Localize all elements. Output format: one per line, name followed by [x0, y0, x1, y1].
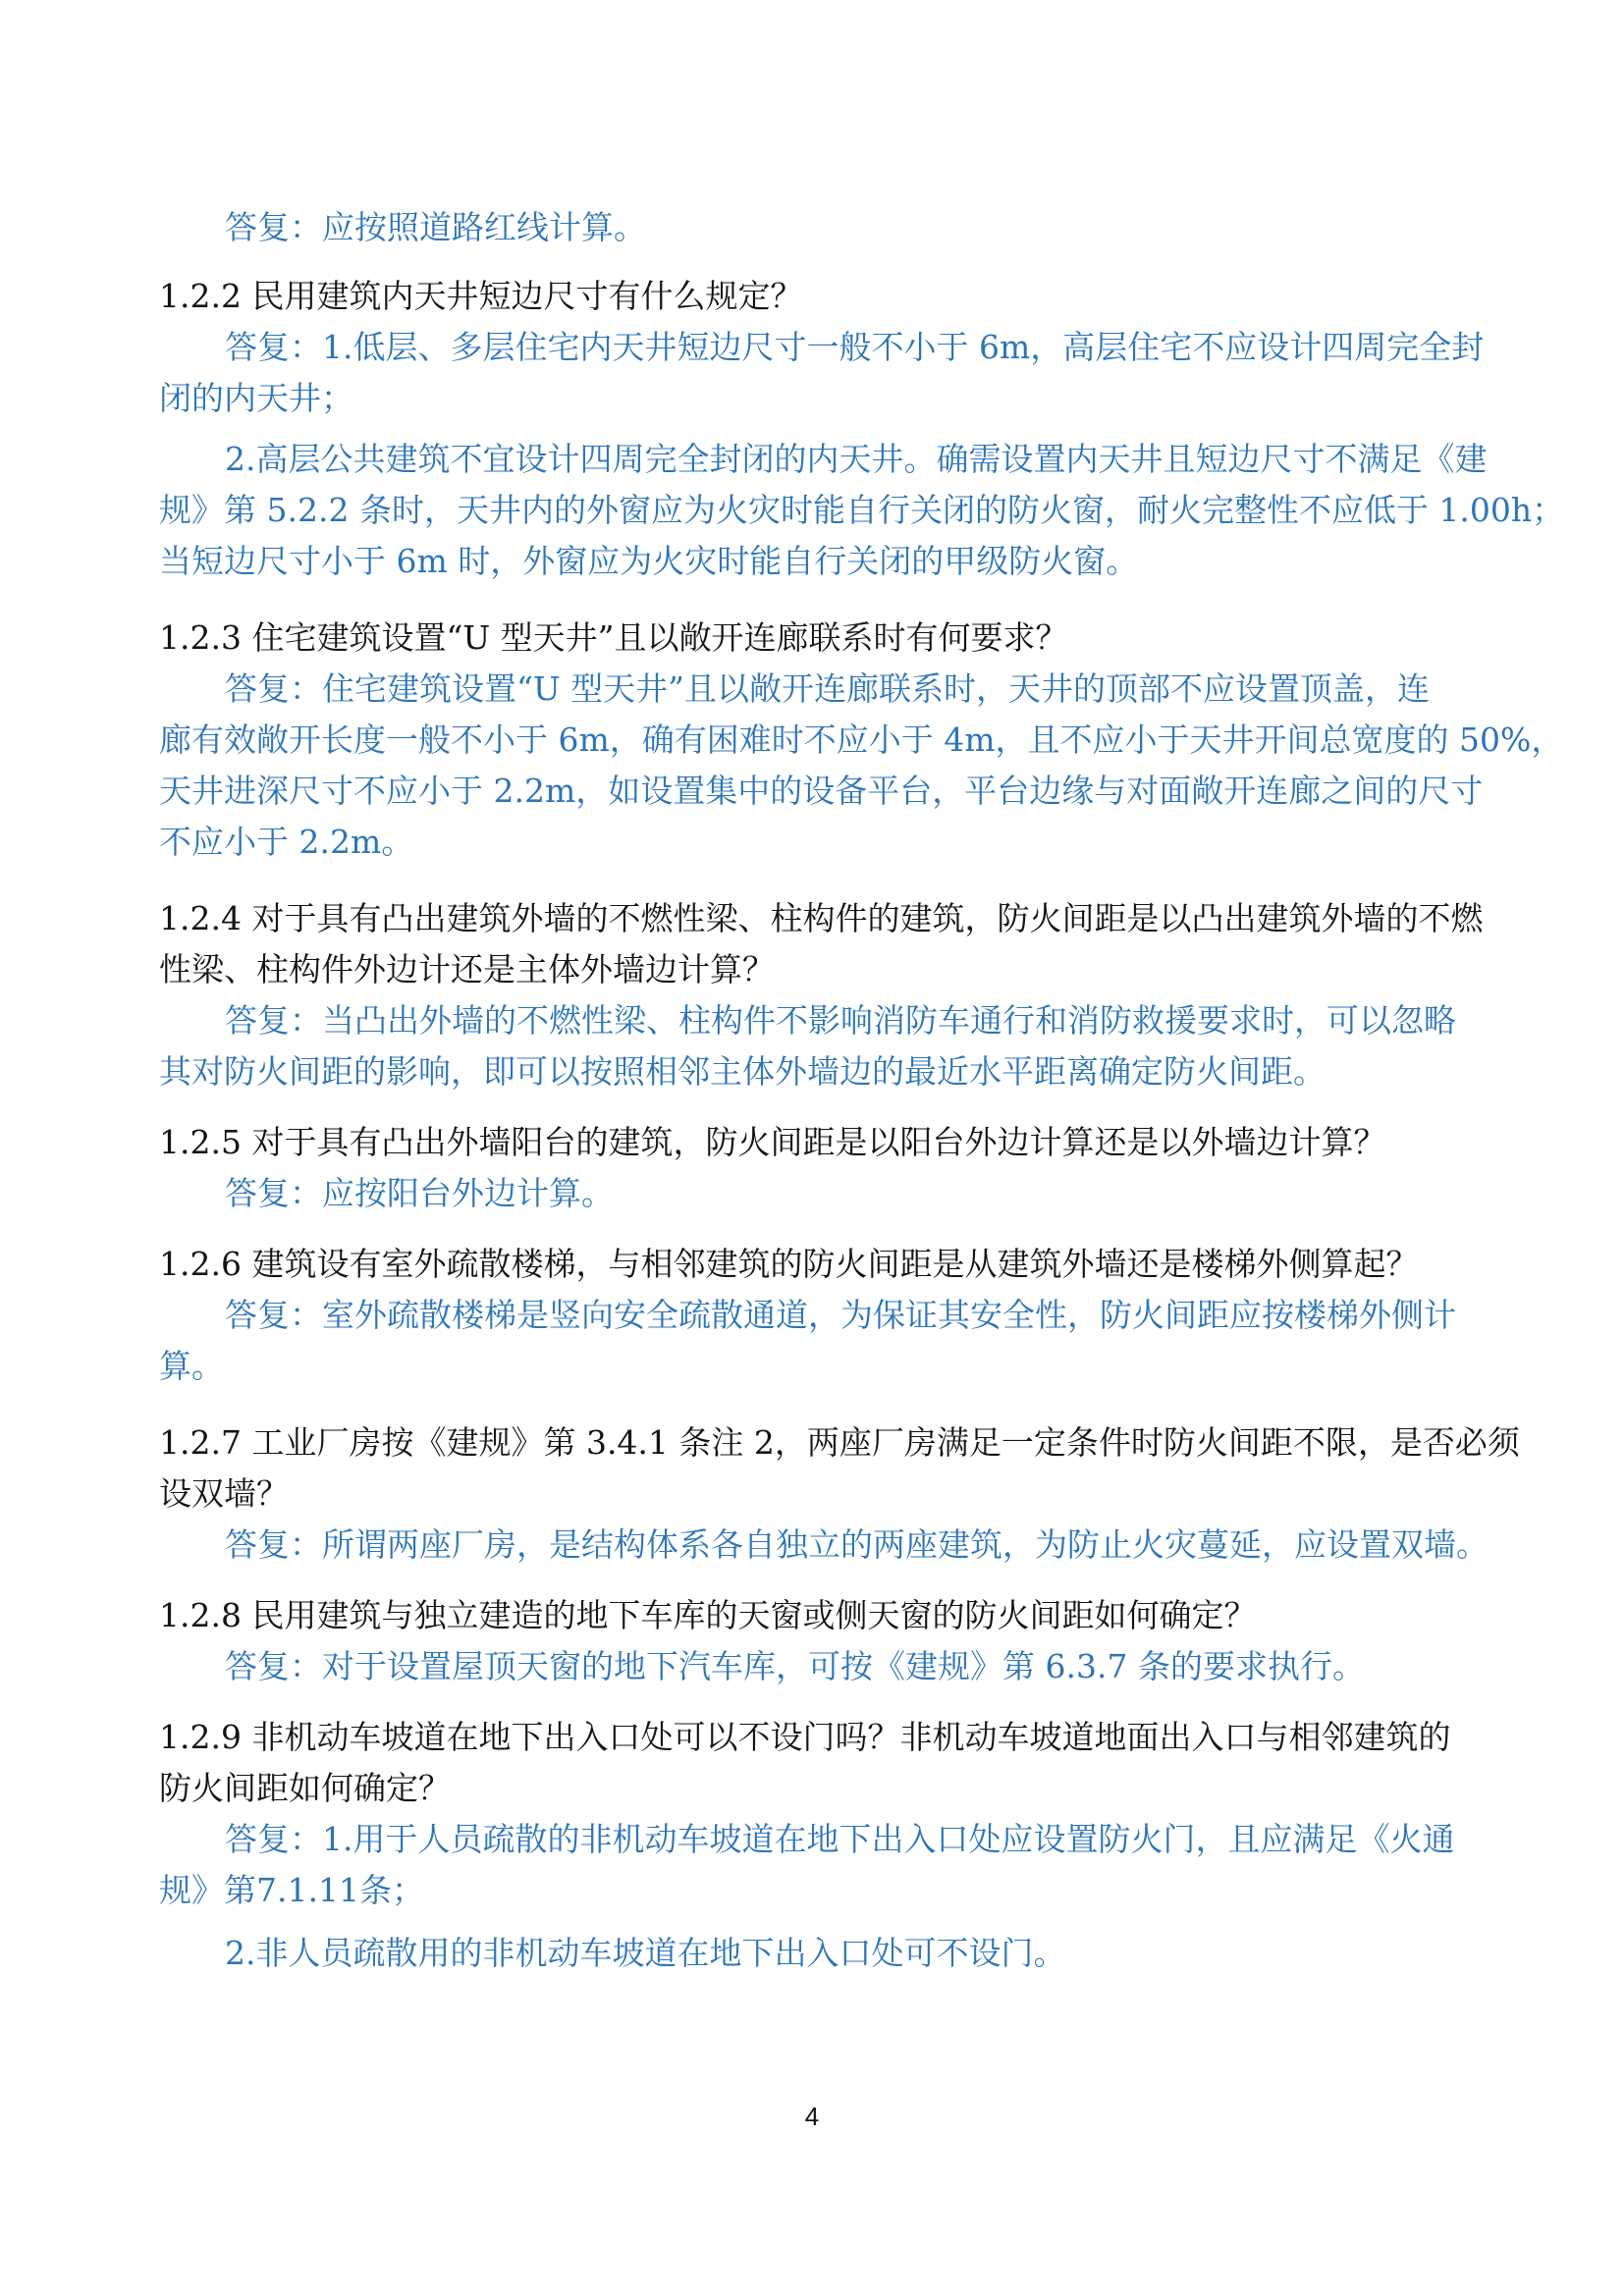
question-line: 设双墙？ — [159, 1474, 289, 1513]
answer-line: 答复：所谓两座厂房，是结构体系各自独立的两座建筑，为防止火灾蔓延，应设置双墙。 — [225, 1525, 1489, 1564]
question-block — [159, 1590, 1475, 1641]
question-line: 1.2.3 住宅建筑设置“U 型天井”且以敞开连廊联系时有何要求？ — [159, 618, 1068, 657]
question-block — [159, 1117, 1475, 1168]
answer-line: 答复：当凸出外墙的不燃性梁、柱构件不影响消防车通行和消防救援要求时，可以忽略 — [225, 1001, 1456, 1040]
question-line: 1.2.8 民用建筑与独立建造的地下车库的天窗或侧天窗的防火间距如何确定？ — [159, 1596, 1257, 1634]
question-line: 1.2.7 工业厂房按《建规》第 3.4.1 条注 2，两座厂房满足一定条件时防火间距不限，是否必须 — [159, 1423, 1520, 1462]
answer-line: 不应小于 2.2m。 — [159, 823, 414, 861]
question-line: 防火间距如何确定？ — [159, 1769, 451, 1807]
answer-line: 算。 — [159, 1347, 224, 1385]
answer-block — [159, 664, 1564, 868]
answer-line: 答复：1.用于人员疏散的非机动车坡道在地下出入口处应设置防火门，且应满足《火通 — [225, 1820, 1455, 1858]
answer-line: 规》第7.1.11条； — [159, 1871, 424, 1909]
answer-block — [159, 434, 1565, 587]
question-line: 1.2.5 对于具有凸出外墙阳台的建筑，防火间距是以阳台外边计算还是以外墙边计算？ — [159, 1123, 1386, 1161]
answer-block — [159, 1928, 1475, 1979]
answer-block — [159, 202, 1475, 253]
answer-line: 其对防火间距的影响，即可以按照相邻主体外墙边的最近水平距离确定防火间距。 — [159, 1052, 1326, 1091]
question-line: 1.2.6 建筑设有室外疏散楼梯，与相邻建筑的防火间距是从建筑外墙还是楼梯外侧算起？ — [159, 1245, 1419, 1283]
answer-line: 答复：室外疏散楼梯是竖向安全疏散通道，为保证其安全性，防火间距应按楼梯外侧计 — [225, 1296, 1456, 1334]
answer-block — [159, 1520, 1489, 1571]
question-line: 1.2.9 非机动车坡道在地下出入口处可以不设门吗？非机动车坡道地面出入口与相邻建筑的 — [159, 1718, 1451, 1756]
question-line: 性梁、柱构件外边计还是主体外墙边计算？ — [159, 950, 775, 988]
answer-line: 答复：1.低层、多层住宅内天井短边尺寸一般不小于 6m，高层住宅不应设计四周完全封 — [225, 328, 1485, 366]
question-block — [159, 1239, 1475, 1290]
answer-line: 规》第 5.2.2 条时，天井内的外窗应为火灾时能自行关闭的防火窗，耐火完整性不应低于 1.00h； — [159, 491, 1565, 529]
answer-line: 答复：应按阳台外边计算。 — [225, 1174, 614, 1212]
answer-block — [159, 1290, 1475, 1392]
page-number: 4 — [804, 2102, 820, 2131]
answer-line: 答复：应按照道路红线计算。 — [225, 208, 646, 246]
answer-line: 2.非人员疏散用的非机动车坡道在地下出入口处可不设门。 — [225, 1934, 1066, 1972]
question-block — [159, 1417, 1520, 1520]
answer-line: 天井进深尺寸不应小于 2.2m，如设置集中的设备平台，平台边缘与对面敞开连廊之间的尺寸 — [159, 772, 1484, 810]
question-line: 1.2.2 民用建筑内天井短边尺寸有什么规定？ — [159, 277, 803, 315]
question-line: 1.2.4 对于具有凸出建筑外墙的不燃性梁、柱构件的建筑，防火间距是以凸出建筑外墙的不燃 — [159, 899, 1484, 937]
question-block — [159, 613, 1475, 664]
answer-line: 当短边尺寸小于 6m 时，外窗应为火灾时能自行关闭的甲级防火窗。 — [159, 542, 1139, 580]
answer-line: 答复：对于设置屋顶天窗的地下汽车库，可按《建规》第 6.3.7 条的要求执行。 — [225, 1647, 1365, 1685]
answer-block — [159, 322, 1485, 424]
answer-block — [159, 1168, 1475, 1219]
answer-line: 2.高层公共建筑不宜设计四周完全封闭的内天井。确需设置内天井且短边尺寸不满足《建 — [225, 440, 1488, 478]
question-block — [159, 893, 1484, 995]
answer-line: 廊有效敞开长度一般不小于 6m，确有困难时不应小于 4m，且不应小于天井开间总宽度的 50%， — [159, 721, 1564, 759]
question-block — [159, 1712, 1475, 1814]
answer-block — [159, 1814, 1475, 1916]
question-block — [159, 271, 1475, 322]
answer-line: 闭的内天井； — [159, 379, 353, 417]
answer-line: 答复：住宅建筑设置“U 型天井”且以敞开连廊联系时，天井的顶部不应设置顶盖，连 — [225, 669, 1431, 708]
answer-block — [159, 1641, 1475, 1692]
document-body — [159, 202, 1565, 1979]
answer-block — [159, 995, 1475, 1097]
